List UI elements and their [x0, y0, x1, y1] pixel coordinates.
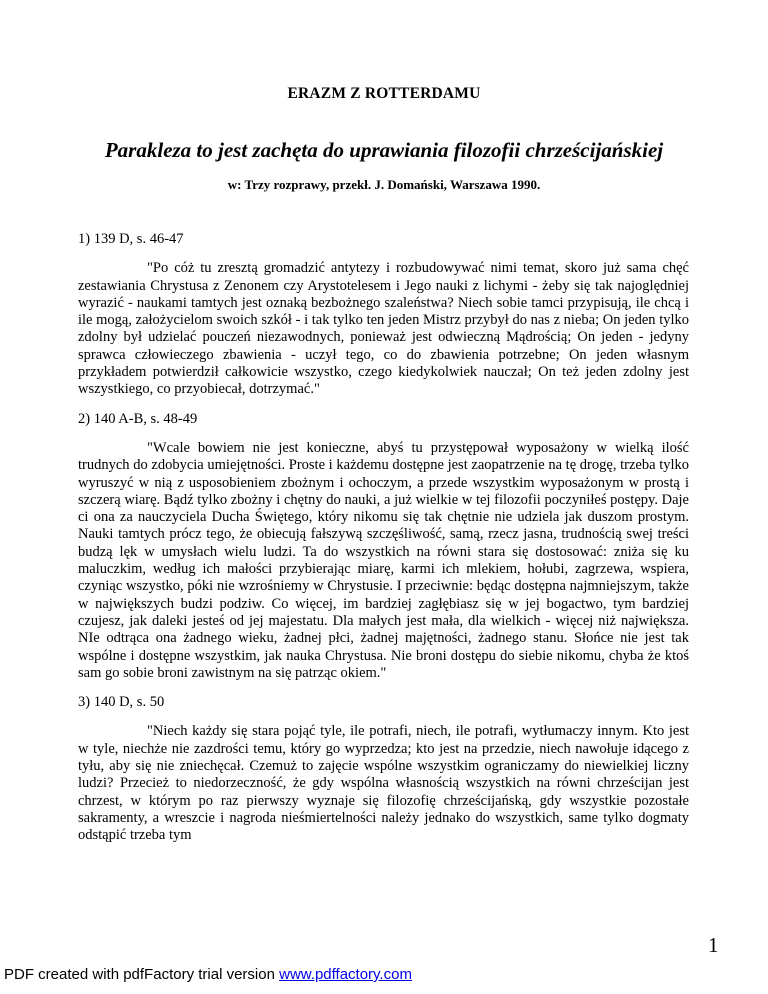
footer-link[interactable]: www.pdffactory.com: [279, 966, 412, 983]
section-quote: "Po cóż tu zresztą gromadzić antytezy i rozbudowywać nimi temat, skoro już sama chęć zestawiania Chrystusa z Zenonem czy Arystotelesem i Jego nauki z lichymi - żeby się tak najoględniej wyrazić - naukami tamtych jest oznaką bezbożnego szaleństwa? Niech sobie tamci przypisują, ile chcą i ile mogą, założycielom swoich szkół - i tak tylko ten jeden Mistrz przybył do nas z nieba; On jeden tylko zdolny był udzielać pouczeń niezawodnych, ponieważ jest odwieczną Mądrością; On jeden - jedyny sprawca człowieczego zbawienia - uczył tego, co do zbawienia potrzebne; On jeden własnym przykładem potwierdził całkowicie wszystko, czego kiedykolwiek nauczał; On też jeden zdolny jest wszystkiego, co przyobiecał, dotrzymać.": [78, 260, 689, 398]
section-reference: 1) 139 D, s. 46-47: [78, 231, 184, 247]
document-title: Parakleza to jest zachęta do uprawiania filozofii chrześcijańskiej: [104, 138, 664, 162]
section-reference: 3) 140 D, s. 50: [78, 694, 165, 711]
pdf-footer: [4, 966, 412, 983]
section-reference: 2) 140 A-B, s. 48-49: [78, 410, 198, 427]
document-body: [78, 231, 689, 857]
section-quote: "Niech każdy się stara pojąć tyle, ile potrafi, niech, ile potrafi, wytłumaczy innym. Kto jest w tyle, niechże nie zazdrości temu, który go wyprzedza; kto jest na przedzie, niech nawołuje idącego z tyłu, aby się nie zniechęcał. Czemuż to zajęcie wspólne wszystkim ograniczamy do niewielkiej liczny ludzi? Przecież to niedorzeczność, że gdy wspólna własnością wszystkich na równi chrześcijan jest chrzest, w którym po raz pierwszy wyznaje się filozofię chrześcijańską, gdy wszystkie pozostałe sakramenty, a wreszcie i nagroda nieśmiertelności należy jednako do wszystkich, same tylko dogmaty odstąpić trzeba tym: [78, 723, 689, 844]
footer-text: PDF created with pdfFactory trial version: [4, 966, 280, 983]
section-quote: "Wcale bowiem nie jest konieczne, abyś tu przystępował wyposażony w wielką ilość trudnych do zdobycia umiejętności. Proste i każdemu dostępne jest zaopatrzenie na tę drogę, trzeba tylko wyruszyć w nią z usposobieniem zbożnym i ochoczym, a przede wszystkim wyposażonym w prostą i szczerą wiarę. Bądź tylko zbożny i chętny do nauki, a już wielkie w tej filozofii poczyniłeś postępy. Daje ci ona za nauczyciela Ducha Świętego, który nikomu się tak chętnie nie udziela jak duszom prostym. Nauki tamtych prócz tego, że obiecują fałszywą szczęśliwość, samą, rzecz jasna, trudnością swej treści budzą lęk w umysłach wielu ludzi. Ta do wszystkich na równi stara się dostosować: zniża się ku maluczkim, według ich małości przybierając miarę, karmi ich mlekiem, hołubi, zagrzewa, wspiera, czyniąc wszystko, póki nie wzrośniemy w Chrystusie. I przeciwnie: będąc dostępna najmniejszym, także w największych budzi podziw. Co więcej, im bardziej zagłębiasz się w jej bogactwo, tym bardziej czujesz, jak daleki jesteś od jej majestatu. Dla małych jest mała, dla wielkich - więcej niż największa. NIe odtrąca ona żadnego wieku, żadnej płci, żadnej majętności, żadnego stanu. Słońce nie jest tak wspólne i dostępne wszystkim, jak nauka Chrystusa. Nie broni dostępu do siebie nikomu, chyba że ktoś sam go sobie broni zawistnym na się patrząc okiem.": [78, 439, 689, 681]
page-number: 1: [708, 933, 719, 957]
document-source: w: Trzy rozprawy, przekł. J. Domański, Warszawa 1990.: [227, 177, 541, 192]
document-author: ERAZM Z ROTTERDAMU: [287, 85, 481, 102]
